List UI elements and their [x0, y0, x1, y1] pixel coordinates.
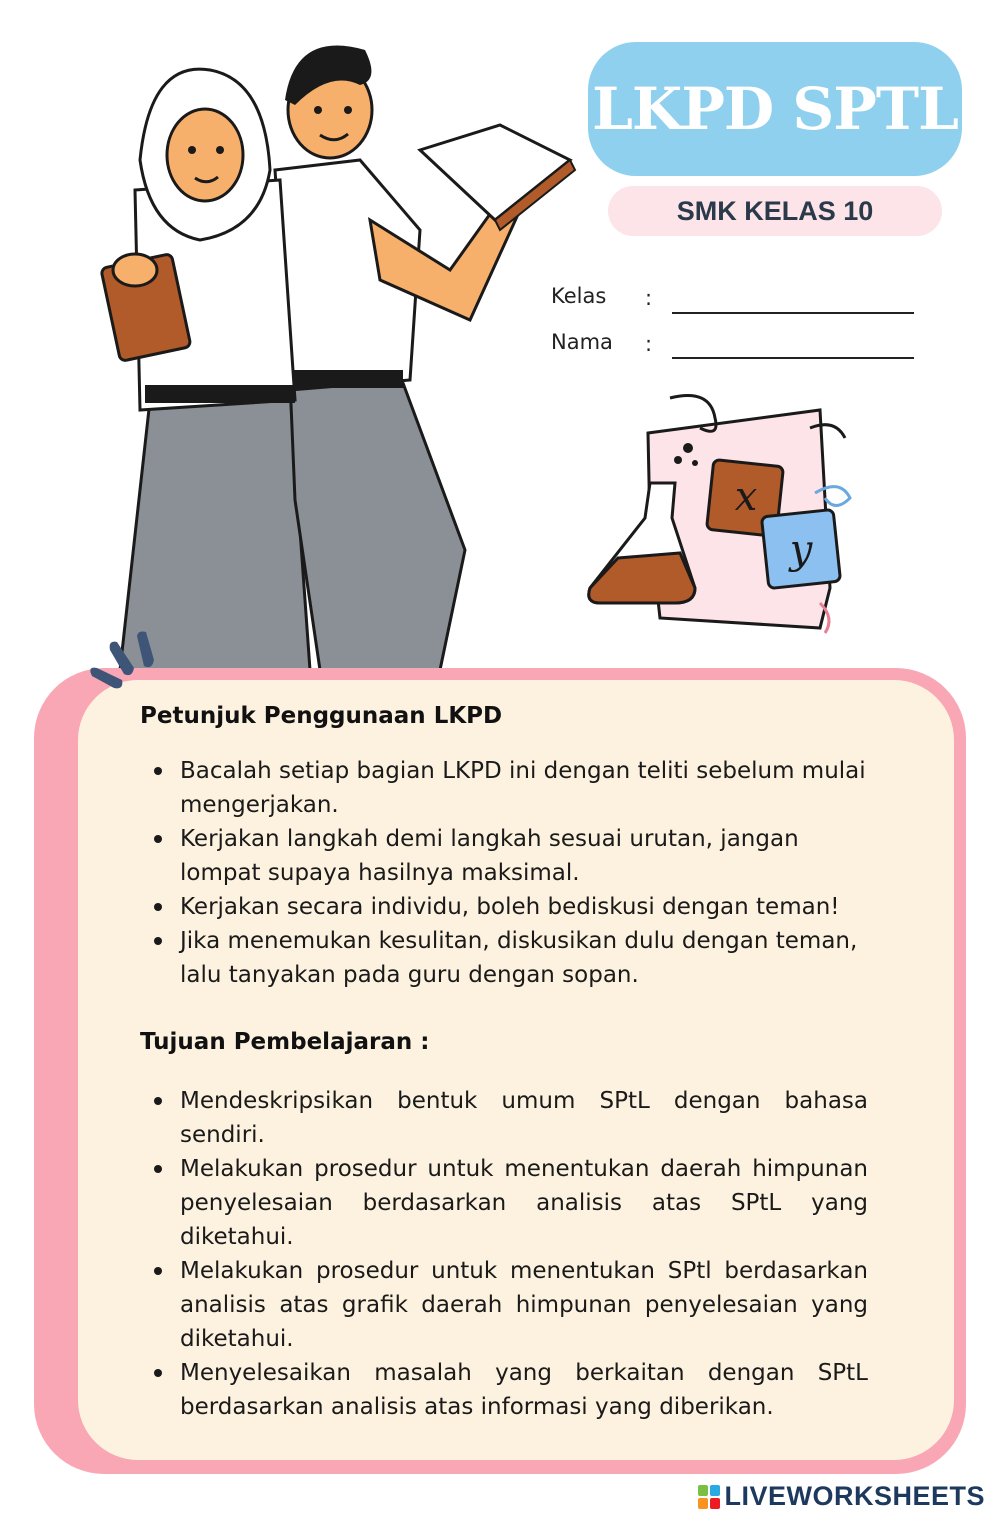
kelas-colon: :	[645, 286, 653, 310]
nama-field[interactable]	[672, 357, 914, 359]
list-item: Kerjakan langkah demi langkah sesuai urutan, jangan lompat supaya hasilnya maksimal.	[140, 822, 868, 890]
subtitle-banner	[608, 186, 942, 236]
science-illustration	[580, 388, 880, 648]
kelas-label: Kelas	[551, 284, 607, 308]
kelas-field[interactable]	[672, 312, 914, 314]
list-item: Jika menemukan kesulitan, diskusikan dulu dengan teman, lalu tanyakan pada guru dengan sopan.	[140, 924, 868, 992]
students-illustration	[80, 30, 580, 670]
list-item: Kerjakan secara individu, boleh bediskusi dengan teman!	[140, 890, 868, 924]
list-item: Melakukan prosedur untuk menentukan SPtl berdasarkan analisis atas grafik daerah himpunan penyelesaian yang diketahui.	[140, 1254, 868, 1356]
page-title: LKPD SPTL	[592, 75, 958, 143]
list-item: Melakukan prosedur untuk menentukan daerah himpunan penyelesaian berdasarkan analisis atas SPtL yang diketahui.	[140, 1152, 868, 1254]
nama-label: Nama	[551, 330, 613, 354]
list-item: Mendeskripsikan bentuk umum SPtL dengan bahasa sendiri.	[140, 1084, 868, 1152]
page-subtitle: SMK KELAS 10	[676, 195, 874, 226]
variable-y-label: y	[789, 527, 813, 573]
title-banner	[588, 42, 962, 176]
nama-colon: :	[645, 332, 653, 356]
tujuan-list	[140, 1084, 868, 1424]
tujuan-heading: Tujuan Pembelajaran :	[140, 1029, 430, 1055]
logo-text: LIVEWORKSHEETS	[724, 1481, 985, 1511]
list-item: Menyelesaikan masalah yang berkaitan dengan SPtL berdasarkan analisis atas informasi yang diberikan.	[140, 1356, 868, 1424]
accent-marks-icon	[82, 628, 172, 698]
list-item: Bacalah setiap bagian LKPD ini dengan teliti sebelum mulai mengerjakan.	[140, 754, 868, 822]
liveworksheets-logo[interactable]	[698, 1481, 985, 1512]
variable-x-label: x	[734, 474, 758, 520]
petunjuk-list	[140, 754, 868, 992]
liveworksheets-mark-icon	[698, 1485, 720, 1509]
petunjuk-heading: Petunjuk Penggunaan LKPD	[140, 703, 503, 729]
